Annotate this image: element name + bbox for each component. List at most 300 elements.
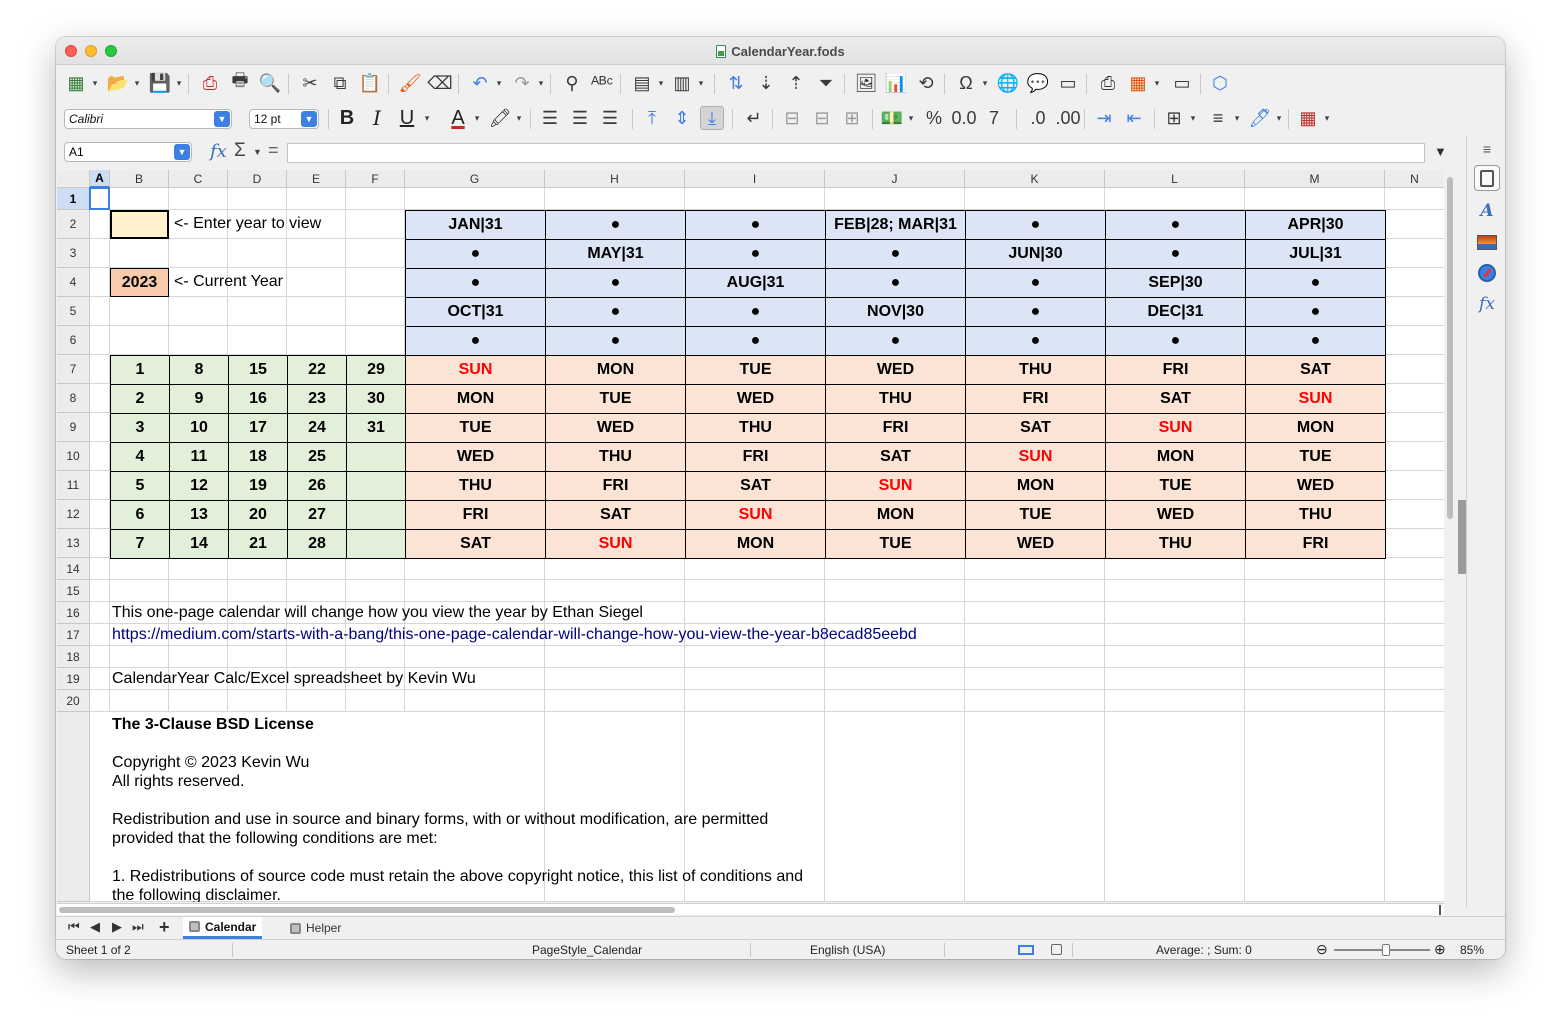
column-header-g[interactable]: G — [405, 170, 545, 188]
grid-cell[interactable] — [90, 268, 110, 297]
grid-cell[interactable] — [1385, 471, 1444, 500]
horizontal-scrollbar-thumb[interactable] — [59, 907, 675, 913]
add-decimal-icon[interactable]: .0 — [1030, 107, 1046, 128]
zoom-out-icon[interactable]: ⊖ — [1316, 941, 1328, 957]
find-replace-icon[interactable]: ⚲ — [565, 72, 579, 93]
grid-cell[interactable] — [1385, 580, 1444, 602]
sort-descending-icon[interactable]: ⇡ — [788, 72, 804, 93]
chevron-down-icon[interactable]: ▾ — [1234, 112, 1240, 123]
tab-helper[interactable]: Helper — [284, 917, 347, 939]
grid-cell[interactable] — [1105, 646, 1245, 668]
grid-cell[interactable] — [545, 580, 685, 602]
grid-cell[interactable] — [1245, 712, 1385, 902]
grid-cell[interactable] — [1385, 239, 1444, 268]
grid-cell[interactable] — [110, 580, 169, 602]
column-header-e[interactable]: E — [287, 170, 346, 188]
grid-cell[interactable] — [1245, 602, 1385, 624]
grid-cell[interactable] — [965, 188, 1105, 210]
grid-cell[interactable] — [346, 268, 405, 297]
chevron-down-icon[interactable]: ▼ — [253, 147, 262, 157]
grid-cell[interactable] — [685, 580, 825, 602]
grid-cell[interactable] — [169, 188, 228, 210]
border-style-icon[interactable]: ≡ — [1212, 107, 1224, 128]
grid-cell[interactable] — [90, 384, 110, 413]
zoom-slider-knob[interactable] — [1382, 944, 1390, 956]
grid-cell[interactable] — [1105, 690, 1245, 712]
row-header-20[interactable]: 20 — [57, 690, 90, 712]
grid-cell[interactable] — [825, 188, 965, 210]
bold-icon[interactable]: B — [339, 106, 355, 129]
row-header-12[interactable]: 12 — [57, 500, 90, 529]
grid-cell[interactable] — [1245, 646, 1385, 668]
grid-cell[interactable] — [965, 646, 1105, 668]
row-header-4[interactable]: 4 — [57, 268, 90, 297]
sort-icon[interactable]: ⇅ — [728, 72, 744, 93]
show-draw-icon[interactable]: ⬡ — [1212, 72, 1228, 93]
copy-icon[interactable]: ⧉ — [333, 72, 347, 93]
row-header-11[interactable]: 11 — [57, 471, 90, 500]
grid-cell[interactable] — [1245, 188, 1385, 210]
chevron-down-icon[interactable]: ▾ — [982, 77, 988, 88]
license-clause: the following disclaimer. — [112, 887, 281, 902]
grid-cell[interactable] — [110, 690, 169, 712]
chevron-down-icon[interactable]: ▼ — [214, 111, 230, 127]
grid-cell[interactable] — [405, 188, 545, 210]
autofilter-icon[interactable]: ⏷ — [818, 72, 834, 93]
weekday-cell: TUE — [1105, 471, 1246, 501]
grid-cell[interactable] — [346, 210, 405, 239]
grid-cell[interactable] — [90, 580, 110, 602]
grid-cell[interactable] — [1245, 668, 1385, 690]
grid-cell[interactable] — [169, 646, 228, 668]
grid-cell[interactable] — [90, 210, 110, 239]
grid-cell[interactable] — [169, 690, 228, 712]
chevron-down-icon[interactable]: ▾ — [516, 112, 522, 123]
first-sheet-icon[interactable]: ⏮ — [68, 919, 80, 934]
column-header-a[interactable]: A — [90, 170, 110, 188]
grid-cell[interactable] — [90, 355, 110, 384]
weekday-cell: WED — [685, 384, 826, 414]
chevron-down-icon[interactable]: ▾ — [1190, 112, 1196, 123]
save-icon[interactable]: 💾 — [148, 72, 172, 93]
grid-cell[interactable] — [228, 690, 287, 712]
chevron-down-icon[interactable]: ▾ — [538, 77, 544, 88]
grid-cell[interactable] — [90, 442, 110, 471]
grid-cell[interactable] — [287, 646, 346, 668]
day-number-cell: 8 — [169, 355, 229, 385]
grid-cell[interactable] — [110, 326, 169, 355]
conditional-format-icon[interactable]: ▦ — [1299, 107, 1317, 128]
header-footer-icon[interactable]: ▭ — [1059, 72, 1077, 93]
grid-cell[interactable] — [110, 188, 169, 210]
grid-cell[interactable] — [228, 558, 287, 580]
grid-cell[interactable] — [825, 712, 965, 902]
highlight-color-icon[interactable]: 🖍 — [488, 107, 512, 128]
grid-cell[interactable] — [825, 646, 965, 668]
merge-center-icon[interactable]: ⊟ — [784, 107, 800, 128]
chevron-down-icon[interactable]: ▾ — [1276, 112, 1282, 123]
grid-cell[interactable] — [90, 668, 110, 690]
column-header-j[interactable]: J — [825, 170, 965, 188]
grid-cell[interactable] — [287, 558, 346, 580]
selection-mode-icon[interactable] — [1018, 945, 1034, 955]
chevron-down-icon[interactable]: ▾ — [424, 112, 430, 123]
grid-cell[interactable] — [965, 690, 1105, 712]
row-header-18[interactable]: 18 — [57, 646, 90, 668]
grid-cell[interactable] — [685, 558, 825, 580]
grid-cell[interactable] — [287, 580, 346, 602]
toolbar-separator — [550, 74, 551, 94]
new-document-icon[interactable]: ▦ — [67, 72, 85, 93]
grid-cell[interactable] — [228, 580, 287, 602]
grid-cell[interactable] — [405, 580, 545, 602]
number-format-icon[interactable]: 0.0 — [951, 107, 977, 128]
grid-cell[interactable] — [346, 580, 405, 602]
font-size-box[interactable]: 12 pt ▼ — [249, 109, 319, 129]
align-middle-icon[interactable]: ⇕ — [674, 107, 690, 128]
grid-cell[interactable] — [1385, 646, 1444, 668]
grid-cell[interactable] — [825, 690, 965, 712]
sort-ascending-icon[interactable]: ⇣ — [758, 72, 774, 93]
date-format-icon[interactable]: 7 — [988, 107, 999, 128]
grid-cell[interactable] — [685, 188, 825, 210]
page-style[interactable]: PageStyle_Calendar — [532, 943, 643, 957]
article-link[interactable]: https://medium.com/starts-with-a-bang/this-one-page-calendar-will-change-how-you-view-the-year-b8ecad85eebd — [112, 626, 917, 643]
grid-cell[interactable] — [90, 690, 110, 712]
italic-icon[interactable]: I — [373, 106, 381, 130]
grid-cell[interactable] — [545, 668, 685, 690]
grid-cell[interactable] — [346, 690, 405, 712]
grid-cell[interactable] — [685, 602, 825, 624]
grid-cell[interactable] — [685, 668, 825, 690]
row-header-7[interactable]: 7 — [57, 355, 90, 384]
align-right-icon[interactable]: ☰ — [601, 107, 619, 128]
grid-cell[interactable] — [965, 602, 1105, 624]
functions-icon[interactable]: fx — [1479, 294, 1495, 314]
grid-cell[interactable] — [169, 558, 228, 580]
merge-cells-icon[interactable]: ⊟ — [814, 107, 830, 128]
grid-cell[interactable] — [287, 326, 346, 355]
unmerge-cells-icon[interactable]: ⊞ — [844, 107, 860, 128]
cut-icon[interactable]: ✂ — [302, 72, 318, 93]
grid-cell[interactable] — [545, 188, 685, 210]
pivot-table-icon[interactable]: ⟲ — [918, 72, 934, 93]
grid-cell[interactable] — [287, 297, 346, 326]
chevron-down-icon[interactable]: ▾ — [496, 77, 502, 88]
row-header[interactable] — [57, 712, 90, 902]
print-preview-icon[interactable]: 🔍 — [258, 72, 282, 93]
grid-cell[interactable] — [825, 602, 965, 624]
grid-cell[interactable] — [346, 297, 405, 326]
grid-cell[interactable] — [1385, 500, 1444, 529]
image-icon[interactable]: 🖼 — [854, 72, 878, 93]
chart-icon[interactable]: 📊 — [884, 72, 908, 93]
grid-cell[interactable] — [90, 326, 110, 355]
vertical-scrollbar-thumb[interactable] — [1447, 177, 1453, 519]
chevron-down-icon[interactable]: ▾ — [658, 77, 664, 88]
grid-cell[interactable] — [1245, 624, 1385, 646]
comment-icon[interactable]: 💬 — [1026, 72, 1050, 93]
grid-cell[interactable] — [90, 500, 110, 529]
grid-cell[interactable] — [1385, 210, 1444, 239]
grid-cell[interactable] — [1105, 624, 1245, 646]
chevron-down-icon[interactable]: ▾ — [474, 112, 480, 123]
grid-cell[interactable] — [228, 188, 287, 210]
grid-cell[interactable] — [90, 239, 110, 268]
grid-cell[interactable] — [110, 239, 169, 268]
print-range-icon[interactable]: ⎙ — [1100, 72, 1116, 93]
decrease-indent-icon[interactable]: ⇤ — [1126, 107, 1142, 128]
selection-summary: Average: ; Sum: 0 — [1156, 943, 1252, 957]
currency-format-icon[interactable]: 💵 — [880, 107, 904, 128]
tab-calendar[interactable]: Calendar — [183, 917, 262, 939]
grid-cell[interactable] — [90, 558, 110, 580]
selected-cell-a1[interactable] — [89, 187, 110, 210]
percent-format-icon[interactable]: % — [925, 107, 942, 128]
toolbar-separator — [458, 74, 459, 94]
row-header-14[interactable]: 14 — [57, 558, 90, 580]
row-header-13[interactable]: 13 — [57, 529, 90, 558]
scrollbar-split-handle[interactable] — [1439, 905, 1441, 915]
grid-cell[interactable] — [1385, 384, 1444, 413]
row-header-19[interactable]: 19 — [57, 668, 90, 690]
grid-cell[interactable] — [1105, 188, 1245, 210]
clear-formatting-icon[interactable]: ⌫ — [427, 72, 453, 93]
font-name-box[interactable]: Calibri ▼ — [64, 109, 232, 129]
grid-cell[interactable] — [1245, 558, 1385, 580]
grid-cell[interactable] — [346, 558, 405, 580]
grid-cell[interactable] — [1385, 188, 1444, 210]
grid-cell[interactable] — [346, 646, 405, 668]
column-header-d[interactable]: D — [228, 170, 287, 188]
grid-cell[interactable] — [1385, 624, 1444, 646]
undo-icon[interactable]: ↶ — [472, 72, 488, 93]
corner-select-all[interactable] — [57, 170, 90, 188]
row-header-15[interactable]: 15 — [57, 580, 90, 602]
year-input-cell[interactable] — [110, 210, 169, 239]
grid-cell[interactable] — [1105, 602, 1245, 624]
chevron-down-icon[interactable]: ▾ — [1324, 112, 1330, 123]
freeze-icon[interactable]: ▦ — [1129, 72, 1147, 93]
sidebar-collapse-handle[interactable] — [1458, 500, 1466, 574]
column-header-k[interactable]: K — [965, 170, 1105, 188]
function-wizard-icon[interactable]: fx — [210, 141, 227, 162]
spelling-icon[interactable]: ᴬᴮᶜ — [591, 72, 613, 93]
properties-icon[interactable] — [1474, 165, 1500, 191]
grid-cell[interactable] — [545, 690, 685, 712]
chevron-down-icon[interactable]: ▼ — [301, 111, 317, 127]
delete-decimal-icon[interactable]: .00 — [1055, 107, 1081, 128]
grid-cell[interactable] — [825, 580, 965, 602]
grid-cell[interactable] — [1385, 529, 1444, 558]
row-header-5[interactable]: 5 — [57, 297, 90, 326]
language[interactable]: English (USA) — [810, 943, 886, 957]
formula-input[interactable] — [287, 143, 1425, 163]
column-header-h[interactable]: H — [545, 170, 685, 188]
name-box[interactable]: A1 ▼ — [64, 142, 192, 162]
chevron-down-icon[interactable]: ▾ — [1154, 77, 1160, 88]
row-header-2[interactable]: 2 — [57, 210, 90, 239]
grid-cell[interactable] — [346, 188, 405, 210]
row-header-9[interactable]: 9 — [57, 413, 90, 442]
row-header-16[interactable]: 16 — [57, 602, 90, 624]
grid-cell[interactable] — [965, 712, 1105, 902]
chevron-down-icon[interactable]: ▾ — [176, 77, 182, 88]
grid-cell[interactable] — [1245, 690, 1385, 712]
grid-cell[interactable] — [685, 646, 825, 668]
clone-formatting-icon[interactable]: 🖌 — [398, 72, 422, 93]
grid-cell[interactable] — [287, 188, 346, 210]
row-header-10[interactable]: 10 — [57, 442, 90, 471]
expand-formula-icon[interactable]: ▼ — [1434, 144, 1447, 159]
row-header-8[interactable]: 8 — [57, 384, 90, 413]
row-icon[interactable]: ▤ — [633, 72, 651, 93]
increase-indent-icon[interactable]: ⇥ — [1096, 107, 1112, 128]
toolbar-separator — [1086, 74, 1087, 94]
grid-cell[interactable] — [90, 646, 110, 668]
add-sheet-icon[interactable]: + — [159, 917, 170, 937]
grid-cell[interactable] — [287, 239, 346, 268]
align-top-icon[interactable]: ⤒ — [648, 107, 656, 128]
grid-cell[interactable] — [90, 602, 110, 624]
column-header-f[interactable]: F — [346, 170, 405, 188]
column-icon[interactable]: ▥ — [673, 72, 691, 93]
grid-cell[interactable] — [405, 558, 545, 580]
grid-cell[interactable] — [1385, 558, 1444, 580]
zoom-level[interactable]: 85% — [1460, 943, 1485, 957]
grid-cell[interactable] — [287, 690, 346, 712]
navigator-icon[interactable] — [1474, 260, 1500, 286]
grid-cell[interactable] — [1385, 602, 1444, 624]
chevron-down-icon[interactable]: ▾ — [92, 77, 98, 88]
redo-icon[interactable]: ↷ — [514, 72, 530, 93]
grid-cell[interactable] — [228, 326, 287, 355]
borders-icon[interactable]: ⊞ — [1166, 107, 1182, 128]
hyperlink-icon[interactable]: 🌐 — [996, 72, 1020, 93]
grid-cell[interactable] — [1105, 712, 1245, 902]
align-center-icon[interactable]: ☰ — [571, 107, 589, 128]
grid-cell[interactable] — [1385, 690, 1444, 712]
column-header-i[interactable]: I — [685, 170, 825, 188]
grid-cell[interactable] — [1385, 442, 1444, 471]
print-icon[interactable]: 🖶 — [231, 70, 249, 90]
grid-cell[interactable] — [228, 297, 287, 326]
underline-icon[interactable]: U — [399, 106, 415, 129]
grid-cell[interactable] — [1385, 413, 1444, 442]
formula-icon[interactable]: = — [268, 140, 279, 160]
grid-cell[interactable] — [965, 668, 1105, 690]
chevron-down-icon[interactable]: ▾ — [134, 77, 140, 88]
grid-cell[interactable] — [110, 646, 169, 668]
gallery-icon[interactable] — [1474, 229, 1500, 255]
grid-cell[interactable] — [1105, 668, 1245, 690]
spreadsheet-grid[interactable] — [57, 170, 1444, 902]
column-header-c[interactable]: C — [169, 170, 228, 188]
horizontal-scrollbar[interactable] — [57, 903, 1444, 915]
grid-cell[interactable] — [1385, 355, 1444, 384]
open-folder-icon[interactable]: 📂 — [106, 72, 130, 93]
chevron-down-icon[interactable]: ▾ — [908, 112, 914, 123]
align-left-icon[interactable]: ☰ — [541, 107, 559, 128]
grid-cell[interactable] — [90, 529, 110, 558]
grid-cell[interactable] — [1245, 580, 1385, 602]
row-header-3[interactable]: 3 — [57, 239, 90, 268]
grid-cell[interactable] — [1385, 268, 1444, 297]
row-header-1[interactable]: 1 — [57, 188, 90, 210]
grid-cell[interactable] — [346, 239, 405, 268]
split-window-icon[interactable]: ▭ — [1173, 72, 1191, 93]
next-sheet-icon[interactable]: ▶ — [112, 919, 122, 934]
grid-cell[interactable] — [545, 646, 685, 668]
grid-cell[interactable] — [965, 624, 1105, 646]
grid-cell[interactable] — [346, 326, 405, 355]
styles-icon[interactable]: A — [1480, 201, 1494, 221]
grid-cell[interactable] — [228, 646, 287, 668]
license-paragraph: Redistribution and use in source and binary forms, with or without modification, are permitted — [112, 811, 769, 828]
grid-cell[interactable] — [825, 558, 965, 580]
previous-sheet-icon[interactable]: ◀ — [90, 919, 100, 934]
grid-cell[interactable] — [405, 690, 545, 712]
grid-cell[interactable] — [1105, 558, 1245, 580]
export-pdf-icon[interactable]: ⎙ — [202, 72, 218, 93]
grid-cell[interactable] — [965, 580, 1105, 602]
grid-cell[interactable] — [287, 268, 346, 297]
grid-cell[interactable] — [1385, 326, 1444, 355]
row-header-6[interactable]: 6 — [57, 326, 90, 355]
grid-cell[interactable] — [685, 690, 825, 712]
border-color-icon[interactable]: 🖊 — [1248, 107, 1272, 128]
sum-icon[interactable]: Σ — [234, 140, 246, 161]
grid-cell[interactable] — [1385, 668, 1444, 690]
grid-cell[interactable] — [1385, 297, 1444, 326]
paste-icon[interactable]: 📋 — [358, 72, 382, 93]
grid-cell[interactable] — [90, 413, 110, 442]
chevron-down-icon[interactable]: ▾ — [698, 77, 704, 88]
grid-cell[interactable] — [228, 239, 287, 268]
zoom-in-icon[interactable]: ⊕ — [1434, 941, 1446, 957]
app-window — [56, 37, 1505, 959]
grid-cell[interactable] — [169, 326, 228, 355]
chevron-down-icon[interactable]: ▼ — [174, 144, 190, 160]
grid-cell[interactable] — [90, 297, 110, 326]
grid-cell[interactable] — [90, 471, 110, 500]
grid-cell[interactable] — [169, 239, 228, 268]
row-header-17[interactable]: 17 — [57, 624, 90, 646]
wrap-text-icon[interactable]: ↵ — [746, 107, 762, 128]
grid-cell[interactable] — [1385, 712, 1444, 902]
grid-cell[interactable] — [90, 624, 110, 646]
document-modified-icon[interactable] — [1051, 944, 1062, 955]
column-header-m[interactable]: M — [1245, 170, 1385, 188]
grid-cell[interactable] — [110, 297, 169, 326]
grid-cell[interactable] — [825, 668, 965, 690]
sidebar-menu-icon[interactable]: ≡ — [1482, 141, 1492, 157]
special-character-icon[interactable]: Ω — [959, 72, 973, 93]
grid-cell[interactable] — [110, 558, 169, 580]
column-header-b[interactable]: B — [110, 170, 169, 188]
align-bottom-icon[interactable]: ⤓ — [700, 106, 724, 130]
grid-cell[interactable] — [405, 646, 545, 668]
grid-cell[interactable] — [169, 297, 228, 326]
last-sheet-icon[interactable]: ⏭ — [132, 919, 144, 934]
grid-cell[interactable] — [169, 580, 228, 602]
grid-cell[interactable] — [545, 558, 685, 580]
grid-cell[interactable] — [1105, 580, 1245, 602]
column-header-l[interactable]: L — [1105, 170, 1245, 188]
font-color-icon[interactable]: A — [451, 106, 465, 129]
grid-cell[interactable] — [965, 558, 1105, 580]
column-header-n[interactable]: N — [1385, 170, 1444, 188]
